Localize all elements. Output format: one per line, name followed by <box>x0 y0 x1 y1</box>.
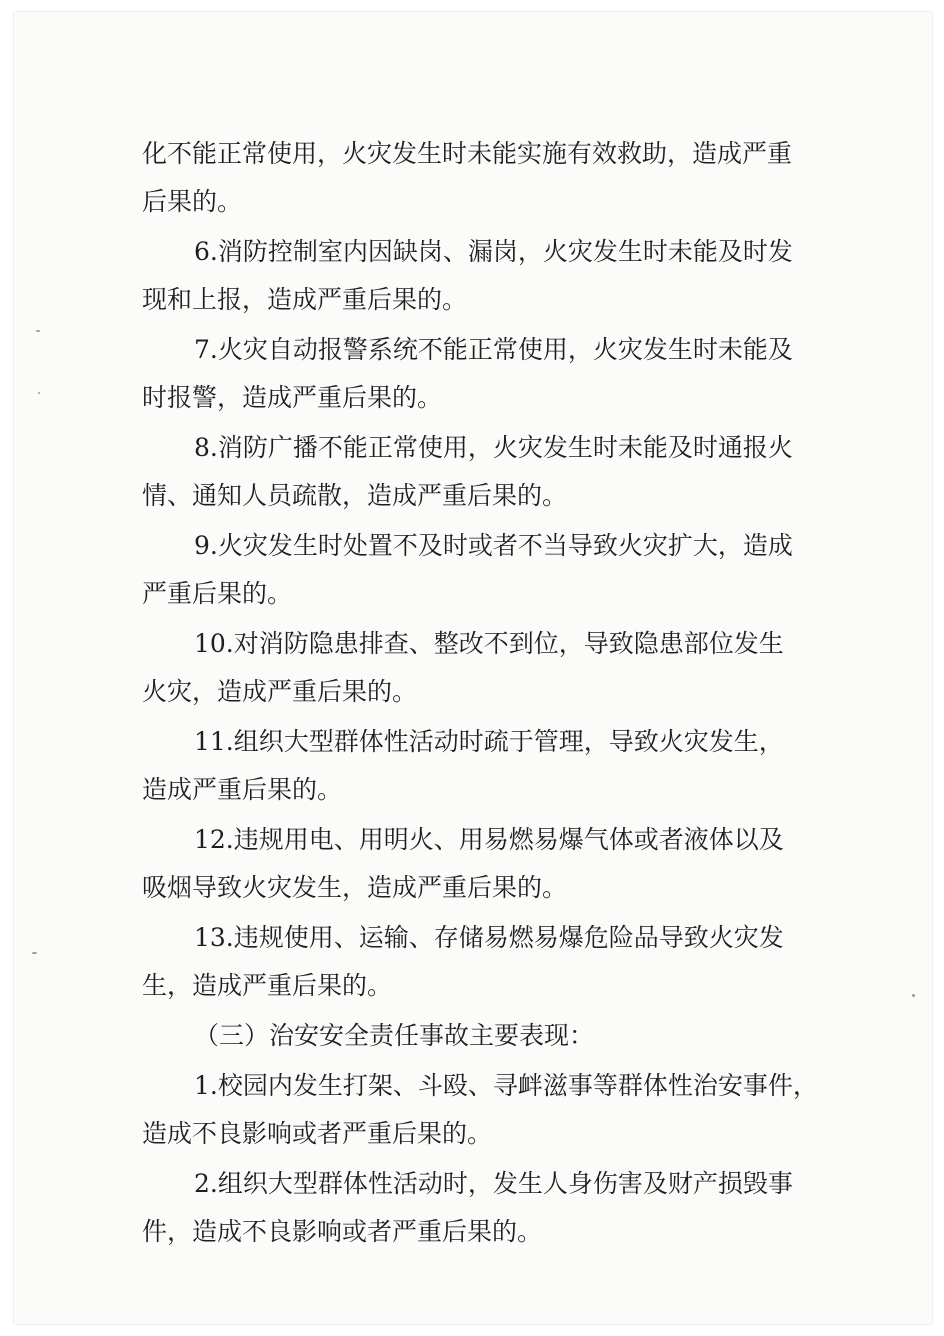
text-line: 12.违规用电、用明火、用易燃易爆气体或者液体以及 <box>194 825 784 854</box>
text-line: 造成严重后果的。 <box>142 775 343 804</box>
section-heading: （三）治安安全责任事故主要表现： <box>194 1021 595 1050</box>
text-line: 吸烟导致火灾发生，造成严重后果的。 <box>142 873 568 902</box>
text-line: 火灾，造成严重后果的。 <box>142 677 418 706</box>
text-line: 10.对消防隐患排查、整改不到位，导致隐患部位发生 <box>194 629 784 658</box>
scan-speck <box>36 330 40 332</box>
text-line: 7.火灾自动报警系统不能正常使用，火灾发生时未能及 <box>194 335 793 364</box>
text-line: 现和上报，造成严重后果的。 <box>142 285 468 314</box>
text-line: 造成不良影响或者严重后果的。 <box>142 1119 493 1148</box>
text-line: 6.消防控制室内因缺岗、漏岗，火灾发生时未能及时发 <box>194 237 793 266</box>
text-line: 生，造成严重后果的。 <box>142 971 393 1000</box>
scan-speck <box>32 952 37 954</box>
text-line: 时报警，造成严重后果的。 <box>142 383 443 412</box>
text-line: 8.消防广播不能正常使用，火灾发生时未能及时通报火 <box>194 433 793 462</box>
text-line: 严重后果的。 <box>142 579 293 608</box>
text-line: 11.组织大型群体性活动时疏于管理，导致火灾发生， <box>194 727 784 756</box>
text-line: 情、通知人员疏散，造成严重后果的。 <box>142 481 568 510</box>
scan-speck <box>38 392 40 394</box>
text-line: 2.组织大型群体性活动时，发生人身伤害及财产损毁事 <box>194 1169 793 1198</box>
document-body <box>142 130 822 1256</box>
text-line: 9.火灾发生时处置不及时或者不当导致火灾扩大，造成 <box>194 531 793 560</box>
text-line: 件，造成不良影响或者严重后果的。 <box>142 1217 543 1246</box>
text-line: 1.校园内发生打架、斗殴、寻衅滋事等群体性治安事件， <box>194 1071 818 1100</box>
document-page <box>14 12 932 1324</box>
text-line: 13.违规使用、运输、存储易燃易爆危险品导致火灾发 <box>194 923 784 952</box>
scan-speck <box>912 994 915 997</box>
text-line: 后果的。 <box>142 187 243 216</box>
text-line: 化不能正常使用，火灾发生时未能实施有效救助，造成严重 <box>142 139 793 168</box>
